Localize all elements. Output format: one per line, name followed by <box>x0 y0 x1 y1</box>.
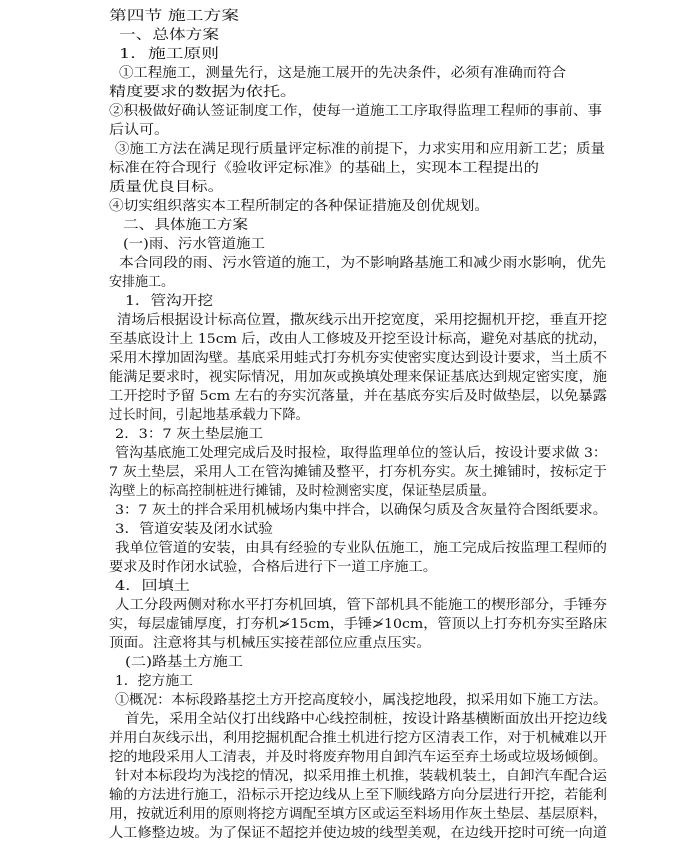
paragraph-line: 针对本标段均为浅挖的情况，拟采用推土机推，装载机装土，自卸汽车配合运 <box>115 769 607 784</box>
heading-overall-plan: 一、总体方案 <box>119 28 219 43</box>
heading-trench-excavation: 1．管沟开挖 <box>125 294 213 309</box>
paragraph-line: 我单位管道的安装，由具有经验的专业队伍施工，施工完成后按监理工程师的 <box>115 541 607 556</box>
paragraph-line: 能满足要求时，视实际情况，用加灰或换填处理来保证基底达到规定密实度，施 <box>109 370 607 385</box>
paragraph-line: 本合同段的雨、污水管道的施工，为不影响路基施工和减少雨水影响，优先 <box>119 256 606 271</box>
heading-excavation: 1．挖方施工 <box>115 674 193 689</box>
heading-pipe-installation: 3．管道安装及闭水试验 <box>115 522 273 537</box>
heading-backfill: 4．回填土 <box>115 579 190 594</box>
section-heading: 第四节 施工方案 <box>109 9 239 24</box>
paragraph-line: 安排施工。 <box>109 275 174 290</box>
paragraph-line: ④切实组织落实本工程所制定的各种保证措施及创优规划。 <box>109 199 489 214</box>
heading-specific-plan: 二、具体施工方案 <box>123 218 248 233</box>
paragraph-line: 3：7 灰土的拌合采用机械场内集中拌合，以确保匀质及含灰量符合图纸要求。 <box>115 503 607 518</box>
heading-lime-soil-cushion: 2．3：7 灰土垫层施工 <box>115 427 263 442</box>
paragraph-line: 至基底设计上 15cm 后，改由人工修坡及开挖至设计标高，避免对基底的扰动， <box>109 332 607 347</box>
paragraph-line: 采用木撑加固沟壁。基底采用蛙式打夯机夯实使密实度达到设计要求，当土质不 <box>109 351 607 366</box>
paragraph-line: 质量优良目标。 <box>109 180 224 195</box>
paragraph-line: 7 灰土垫层，采用人工在管沟摊铺及整平，打夯机夯实。灰土摊铺时，按标定于 <box>109 465 607 480</box>
paragraph-line: 要求及时作闭水试验，合格后进行下一道工序施工。 <box>109 560 437 575</box>
paragraph-line: 用，按就近利用的原则将挖方调配至填方区或运至料场用作灰土垫层、基层原料， <box>109 807 607 822</box>
paragraph-line: 实，每层虚铺厚度，打夯机≯15cm，手锤≯10cm，管顶以上打夯机夯实至路床 <box>109 617 607 632</box>
paragraph-line: 挖的地段采用人工清表，并及时将废弃物用自卸汽车运至弃土场或垃圾场倾倒。 <box>109 750 607 765</box>
paragraph-line: 输的方法进行施工，沿标示开挖边线从上至下顺线路方向分层进行开挖，若能利 <box>109 788 607 803</box>
heading-pipeline-construction: (一)雨、污水管道施工 <box>123 237 265 252</box>
paragraph-line: 并用白灰线示出，利用挖掘机配合推土机进行挖方区清表工作，对于机械难以开 <box>109 731 607 746</box>
paragraph-line: 人工修整边坡。为了保证不超挖并使边坡的线型美观，在边线开挖时可统一向道 <box>109 826 607 841</box>
paragraph-line: ③施工方法在满足现行质量评定标准的前提下，力求实用和应用新工艺；质量 <box>115 142 605 157</box>
paragraph-line: ①工程施工，测量先行，这是施工展开的先决条件，必须有准确而符合 <box>119 66 566 81</box>
paragraph-line: ②积极做好确认签证制度工作，使每一道施工工序取得监理工程师的事前、事 <box>109 104 602 119</box>
paragraph-line: 标准在符合现行《验收评定标准》的基础上，实现本工程提出的 <box>109 161 539 176</box>
paragraph-line: 管沟基底施工处理完成后及时报检，取得监理单位的签认后，按设计要求做 3： <box>115 446 607 461</box>
paragraph-line: 人工分段两侧对称水平打夯机回填，管下部机具不能施工的楔形部分，手锤夯 <box>115 598 607 613</box>
paragraph-line: 清场后根据设计标高位置，撒灰线示出开挖宽度，采用挖掘机开挖，垂直开挖 <box>117 313 607 328</box>
paragraph-line: 后认可。 <box>109 123 169 138</box>
paragraph-line: 精度要求的数据为依托。 <box>109 85 297 100</box>
paragraph-line: 首先，采用全站仪打出线路中心线控制桩，按设计路基横断面放出开挖边线 <box>125 712 607 727</box>
heading-construction-principles: 1．施工原则 <box>119 47 219 62</box>
paragraph-line: 沟壁上的标高控制桩进行摊铺，及时检测密实度，保证垫层质量。 <box>109 484 495 499</box>
paragraph-line: 顶面。注意将其与机械压实接茬部位应重点压实。 <box>109 636 431 651</box>
paragraph-line: 过长时间，引起地基承载力下降。 <box>109 408 309 423</box>
paragraph-line: ①概况：本标段路基挖土方开挖高度较小，属浅挖地段，拟采用如下施工方法。 <box>115 693 607 708</box>
paragraph-line: 工开挖时予留 5cm 左右的夯实沉落量，并在基底夯实后及时做垫层，以免暴露 <box>109 389 607 404</box>
heading-subgrade-earthwork: (二)路基土方施工 <box>125 655 243 670</box>
